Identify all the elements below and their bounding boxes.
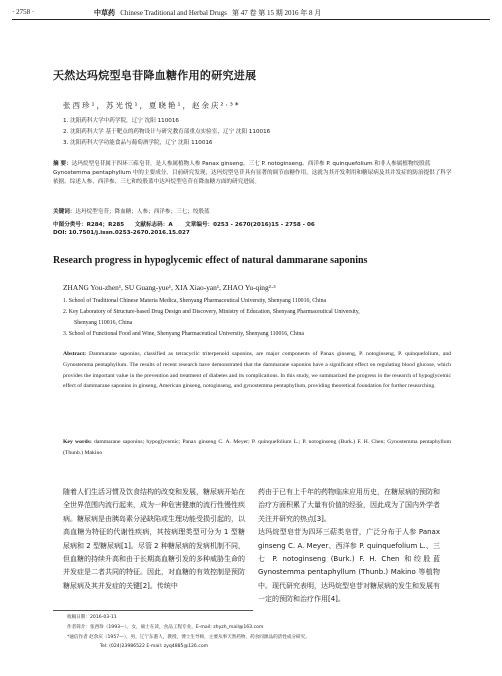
cn-affiliation-2: 2. 沈阳药科大学 基于靶点的药物设计与研究教育部重点实验室，辽宁 沈阳 110016 (63, 129, 271, 135)
en-abstract (63, 349, 451, 392)
en-authors: ZHANG You-zhen¹, SU Guang-yue¹, XIA Xiao-yan¹, ZHAO Yu-qing²·³ (63, 283, 276, 292)
cn-abstract (53, 160, 453, 188)
en-keywords (63, 437, 451, 459)
en-affiliation-3: 3. School of Functional Food and Wine, Shenyang Pharmaceutical University, Shenyang 110016, China (63, 331, 304, 337)
journal-name-en: Chinese Traditional and Herbal Drugs (120, 9, 227, 17)
footnote-author-bio: 作者简介：张西珍（1993—），女，硕士在读，食品工程专业。E-mail: zhyzh_mail@163.com (67, 625, 264, 630)
footnote-contact: Tel: (024)23986522 E-mail: zyq4885@126.com (100, 644, 209, 649)
en-abstract-label: Abstract: (63, 351, 87, 357)
en-abstract-text: Dammarane saponins, classified as tetracyclic triterpenoid saponins, are major components of Panax ginseng, P. notoginseng, P. quinquefolium, and Gynostemma pentaphyllum. The results of recent research have demonstrated that the dammarane saponins have a significant effect on regulating blood glucose, which provides the important value in the prevention and treatment of diabetes and its complications. In this study, we summarized the progress in the research of hypoglycemic effect of dammarane saponins in ginseng, American ginseng, notoginseng, and gynostemma pentaphyllum, providing theoretical foundation for further researching. (63, 351, 452, 390)
footnote-received: 收稿日期：2016-03-11 (67, 615, 117, 620)
footnote-rule (53, 610, 253, 611)
header-rule (12, 19, 490, 20)
footnote-corresponding: *通信作者 赵余庆（1957—），男，辽宁东港人，教授，博士生导师，主要从事天然药物、药食同源品的活性成分研究。 (67, 635, 310, 640)
cn-title: 天然达玛烷型皂苷降血糖作用的研究进展 (53, 69, 257, 82)
body-column-right: 药由于已有上千年的药物临床应用历史，在糖尿病的预防和治疗方面积累了大量有价值的经验，因此成为了国内外学者关注并研究的热点[3]。 达玛烷型皂苷为四环三萜类皂苷，广泛分布于人参 Panax ginseng C. A. Meyer、西洋参 P. quinquefolium L.、三七 P. notoginseng (Burk.) F. H. Chen 和绞股蓝 Gynostemma pentaphyllum (Thunb.) Makino 等植物中。现代研究表明，达玛烷型皂苷对糖尿病的发生和发展有一定的预防和治疗作用[4]。 (258, 488, 440, 604)
cn-abstract-text: 达玛烷型皂苷属于四环三萜皂苷，是人参属植物人参 Panax ginseng、三七 P. notoginseng、西洋参 P. quinquefolium 和非人参属植物绞股蓝 Gynostemma pentaphyllum 中的主要成分。目前研究发现，达玛烷型皂苷具有显著的调节血糖作用，这就为其开发利用和糖尿病及其并发症的防治提供了科学依据。综述人参、西洋参、三七和绞股蓝中达玛烷型皂苷在降血糖方面的研究进展。 (53, 161, 452, 186)
doi: DOI: 10.7501/j.issn.0253-2670.2016.15.027 (53, 230, 190, 236)
body-column-left: 随着人们生活习惯及饮食结构的改变和发展，糖尿病开始在全世界范围内流行起来，成为一种危害健康的流行性慢性疾病。糖尿病是由胰岛素分泌缺陷或生理功能受损引起的，以高血糖为特征的代谢性疾病，其按病理类型可分为 1 型糖尿病和 2 型糖尿病[1]。尽管 2 种糖尿病的发病机制不同，但血糖的持续升高和由于长期高血糖引发的多种威胁生命的并发症是二者共同的特征。因此，对血糖的有效控制是预防糖尿病及其并发症的关键[2]。传统中 (63, 488, 245, 590)
en-keywords-label: Key words: (63, 439, 92, 445)
journal-name (94, 8, 321, 18)
doc-code: 文献标志码：A (134, 222, 173, 228)
article-number: 文章编号：0253 - 2670(2016)15 - 2758 - 06 (185, 222, 315, 228)
journal-name-cn: 中草药 (94, 9, 115, 17)
en-affiliation-1: 1. School of Traditional Chinese Materia Medica, Shenyang Pharmaceutical University, Shenyang 110016, China (63, 298, 327, 304)
running-header (12, 2, 490, 22)
journal-issue: 第 47 卷 第 15 期 2016 年 8 月 (232, 9, 322, 17)
cn-authors: 张西珍¹，苏光悦¹，夏晓艳¹，赵余庆²·³* (63, 101, 241, 110)
cn-meta-line (53, 220, 315, 228)
cn-keywords (53, 208, 453, 217)
cn-affiliation-3: 3. 沈阳药科大学功能食品与葡萄酒学院，辽宁 沈阳 110016 (63, 140, 213, 146)
cn-abstract-label: 摘 要： (53, 161, 72, 167)
en-title: Research progress in hypoglycemic effect of natural dammarane saponins (53, 255, 368, 266)
cn-keywords-label: 关键词： (53, 209, 76, 215)
en-affiliation-2: 2. Key Laboratory of Structure-based Drug Design and Discovery, Ministry of Education, Shenyang Pharmaceutical University, (63, 309, 360, 315)
page-number: · 2758 · (12, 8, 35, 16)
clc-number: 中图分类号：R284；R285 (53, 222, 125, 228)
en-keywords-text: dammarane saponins; hypoglycemic; Panax ginseng C. A. Meyer; P. quinquefolium L.; P. notoginseng (Burk.) F. H. Chen; Gynostemma pentaphyllum (Thunb.) Makino (63, 439, 452, 456)
cn-affiliation-1: 1. 沈阳药科大学中药学院，辽宁 沈阳 110016 (63, 118, 179, 124)
cn-keywords-text: 达玛烷型皂苷；降血糖；人参；西洋参；三七；绞股蓝 (75, 209, 210, 215)
en-affiliation-2-cont: Shenyang 110016, China (74, 320, 133, 326)
